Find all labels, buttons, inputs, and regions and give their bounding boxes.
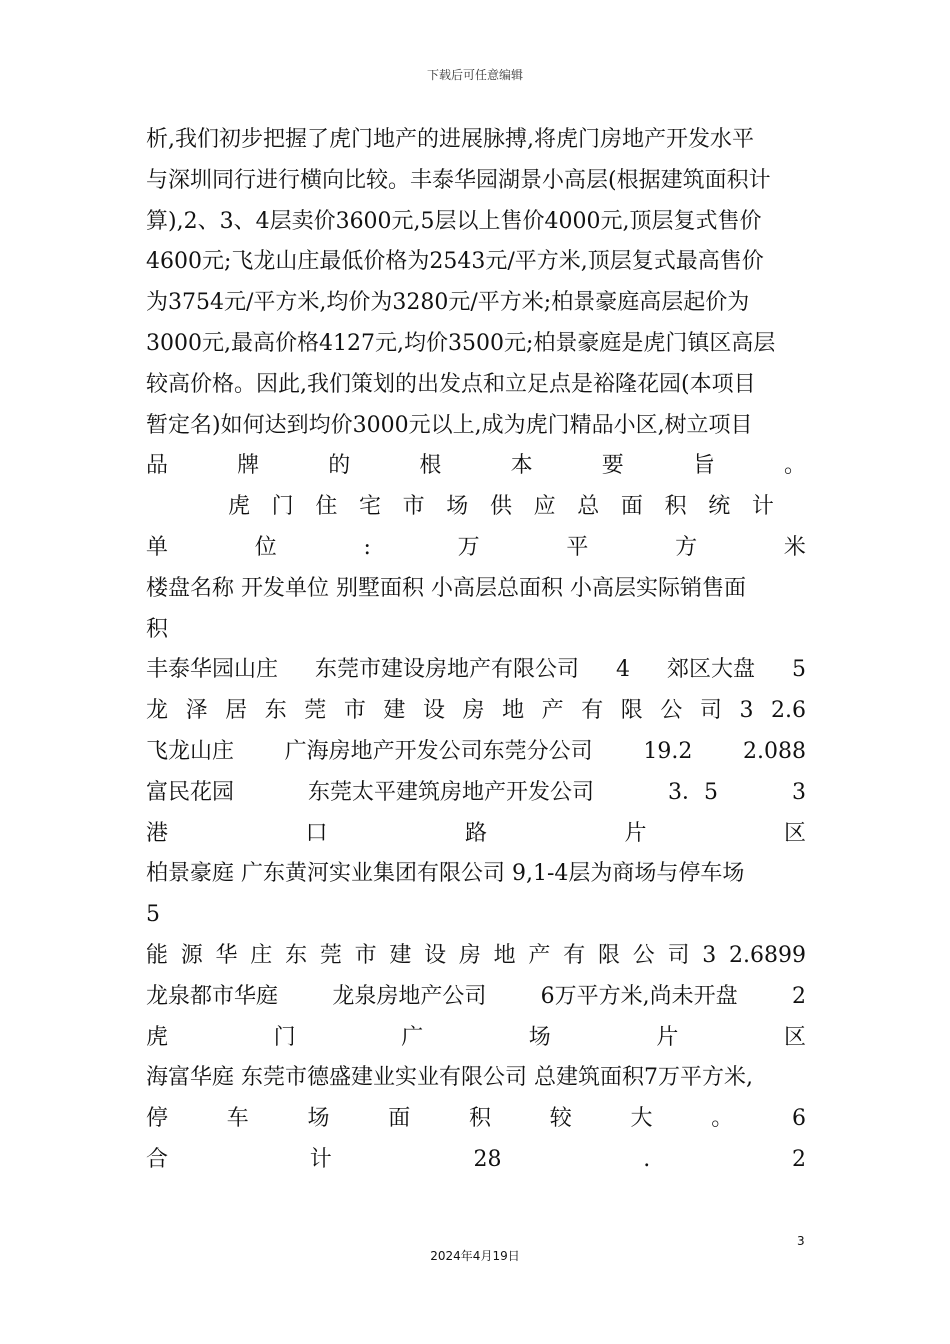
text-segment: 设 bbox=[422, 698, 445, 724]
text-segment: 计 bbox=[751, 494, 774, 520]
text-segment: 积 bbox=[664, 494, 687, 520]
text-segment: 东 bbox=[264, 698, 287, 724]
paragraph-line: 暂定名)如何达到均价3000元以上,成为虎门精品小区,树立项目 bbox=[146, 412, 753, 438]
table-row-wrap: 5 bbox=[146, 902, 160, 928]
table-row bbox=[146, 650, 806, 691]
text-segment: 建 bbox=[383, 698, 406, 724]
text-segment: 计 bbox=[309, 1146, 332, 1172]
text-segment: 飞龙山庄 bbox=[146, 738, 235, 764]
table-row: 柏景豪庭 广东黄河实业集团有限公司 9,1-4层为商场与停车场 bbox=[146, 861, 745, 887]
paragraph-line: 析,我们初步把握了虎门地产的进展脉搏,将虎门房地产开发水平 bbox=[146, 127, 754, 152]
text-segment: 供 bbox=[489, 494, 512, 520]
text-segment: 车 bbox=[226, 1106, 249, 1132]
text-segment: 房 bbox=[462, 698, 485, 724]
text-segment: 广 bbox=[401, 1024, 424, 1050]
text-segment: 3 bbox=[791, 779, 806, 805]
text-segment: 总 bbox=[577, 494, 600, 520]
page-number: 3 bbox=[797, 1234, 805, 1248]
text-segment: 场 bbox=[307, 1106, 330, 1132]
text-segment: 2.6899 bbox=[729, 942, 806, 968]
text-segment: 统 bbox=[708, 494, 731, 520]
text-segment: 4 bbox=[616, 657, 630, 683]
text-segment: 限 bbox=[620, 698, 643, 724]
text-segment: 港 bbox=[146, 820, 169, 846]
text-segment: 富民花园 bbox=[146, 779, 235, 805]
text-segment: 龙泉都市华庭 bbox=[146, 983, 279, 1009]
text-segment: 华 bbox=[215, 942, 238, 968]
table-row-wrap bbox=[146, 1099, 806, 1140]
text-segment: 合 bbox=[146, 1146, 169, 1172]
text-segment: 公 bbox=[632, 942, 655, 968]
text-segment: 东莞太平建筑房地产开发公司 bbox=[308, 779, 595, 805]
text-segment: 停 bbox=[146, 1106, 169, 1132]
text-segment: 积 bbox=[469, 1106, 492, 1132]
text-segment: 市 bbox=[343, 698, 366, 724]
text-segment: 2.6 bbox=[770, 698, 806, 724]
text-segment: 路 bbox=[464, 820, 487, 846]
text-segment: 要 bbox=[601, 453, 624, 479]
text-segment: 位 bbox=[254, 534, 277, 560]
text-segment: 牌 bbox=[237, 453, 260, 479]
text-segment: 场 bbox=[446, 494, 469, 520]
table-header-row: 楼盘名称 开发单位 别墅面积 小高层总面积 小高层实际销售面 bbox=[146, 575, 746, 601]
text-segment: 区 bbox=[783, 1024, 806, 1050]
text-segment: 3 bbox=[702, 942, 717, 968]
text-segment: 门 bbox=[273, 1024, 296, 1050]
text-segment: 6万平方米,尚未开盘 bbox=[540, 983, 738, 1009]
paragraph-line: 算),2、3、4层卖价3600元,5层以上售价4000元,顶层复式售价 bbox=[146, 208, 762, 234]
text-segment: 口 bbox=[305, 820, 328, 846]
page-footer-date: 2024年4月19日 bbox=[430, 1249, 520, 1263]
text-segment: 产 bbox=[541, 698, 564, 724]
text-segment: 片 bbox=[656, 1024, 679, 1050]
text-segment: 地 bbox=[493, 942, 516, 968]
text-segment: : bbox=[363, 534, 371, 560]
text-segment: 本 bbox=[510, 453, 533, 479]
table-row bbox=[146, 732, 806, 773]
text-segment: 片 bbox=[624, 820, 647, 846]
paragraph-line: 3000元,最高价格4127元,均价3500元;柏景豪庭是虎门镇区高层 bbox=[146, 330, 776, 356]
text-segment: 2 bbox=[791, 1146, 806, 1172]
table-row bbox=[146, 773, 806, 814]
text-segment: 莞 bbox=[319, 942, 342, 968]
text-segment: 有 bbox=[581, 698, 604, 724]
unit-line bbox=[146, 528, 806, 569]
table-row bbox=[146, 936, 806, 977]
text-segment: 方 bbox=[675, 534, 698, 560]
text-segment: 门 bbox=[271, 494, 294, 520]
text-segment: 丰泰华园山庄 bbox=[146, 657, 279, 683]
text-segment: 郊区大盘 bbox=[666, 657, 755, 683]
text-segment: 。 bbox=[783, 453, 806, 479]
total-row bbox=[146, 1140, 806, 1181]
text-segment: 建 bbox=[389, 942, 412, 968]
text-segment: 单 bbox=[146, 534, 169, 560]
paragraph-line: 为3754元/平方米,均价为3280元/平方米;柏景豪庭高层起价为 bbox=[146, 290, 750, 316]
section-row bbox=[146, 1018, 806, 1059]
text-segment: 有 bbox=[563, 942, 586, 968]
text-segment: 应 bbox=[533, 494, 556, 520]
text-segment: 面 bbox=[388, 1106, 411, 1132]
text-segment: 品 bbox=[146, 453, 169, 479]
text-segment: 龙 bbox=[146, 698, 169, 724]
text-segment: 3 bbox=[739, 698, 754, 724]
text-segment: 较 bbox=[549, 1106, 572, 1132]
text-segment: 公 bbox=[660, 698, 683, 724]
text-segment: 场 bbox=[528, 1024, 551, 1050]
table-row bbox=[146, 691, 806, 732]
text-segment: 泽 bbox=[185, 698, 208, 724]
text-segment: 设 bbox=[424, 942, 447, 968]
section-row bbox=[146, 814, 806, 855]
page-header: 下载后可任意编辑 bbox=[426, 68, 523, 82]
text-segment: 广海房地产开发公司东莞分公司 bbox=[284, 738, 593, 764]
document-body bbox=[146, 120, 806, 1181]
text-segment: 庄 bbox=[250, 942, 273, 968]
paragraph-line: 4600元;飞龙山庄最低价格为2543元/平方米,顶层复式最高售价 bbox=[146, 249, 764, 275]
text-segment: 能 bbox=[146, 942, 169, 968]
text-segment: 面 bbox=[620, 494, 643, 520]
text-segment: 大 bbox=[630, 1106, 653, 1132]
text-segment: 市 bbox=[402, 494, 425, 520]
table-header-row-wrap: 积 bbox=[146, 616, 169, 642]
text-segment: 米 bbox=[783, 534, 806, 560]
text-segment: 3．5 bbox=[668, 779, 718, 805]
text-segment: 19.2 bbox=[643, 738, 693, 764]
text-segment: 司 bbox=[667, 942, 690, 968]
text-segment: 2 bbox=[791, 983, 806, 1009]
text-segment: 2.088 bbox=[742, 738, 806, 764]
text-segment: 根 bbox=[419, 453, 442, 479]
text-segment: 旨 bbox=[692, 453, 715, 479]
table-row: 海富华庭 东莞市德盛建业实业有限公司 总建筑面积7万平方米, bbox=[146, 1065, 753, 1091]
paragraph-line: 较高价格。因此,我们策划的出发点和立足点是裕隆花园(本项目 bbox=[146, 371, 756, 397]
text-segment: 平 bbox=[566, 534, 589, 560]
text-segment: 源 bbox=[180, 942, 203, 968]
text-segment: 产 bbox=[528, 942, 551, 968]
text-segment: 。 bbox=[711, 1106, 734, 1132]
text-segment: 司 bbox=[699, 698, 722, 724]
text-segment: 限 bbox=[597, 942, 620, 968]
paragraph-line: 与深圳同行进行横向比较。丰泰华园湖景小高层(根据建筑面积计 bbox=[146, 167, 771, 193]
paragraph-last-line bbox=[146, 446, 806, 487]
text-segment: 地 bbox=[502, 698, 525, 724]
text-segment: 市 bbox=[354, 942, 377, 968]
text-segment: 虎 bbox=[228, 494, 251, 520]
text-segment: 东莞市建设房地产有限公司 bbox=[315, 657, 580, 683]
text-segment: 房 bbox=[458, 942, 481, 968]
text-segment: 住 bbox=[315, 494, 338, 520]
text-segment: . bbox=[643, 1146, 651, 1172]
text-segment: 东 bbox=[285, 942, 308, 968]
text-segment: 虎 bbox=[146, 1024, 169, 1050]
text-segment: 6 bbox=[792, 1106, 806, 1132]
text-segment: 的 bbox=[328, 453, 351, 479]
text-segment: 万 bbox=[457, 534, 480, 560]
table-title bbox=[146, 487, 806, 528]
text-segment: 莞 bbox=[304, 698, 327, 724]
text-segment: 28 bbox=[473, 1146, 502, 1172]
text-segment: 居 bbox=[225, 698, 248, 724]
text-segment: 5 bbox=[791, 657, 806, 683]
paragraph bbox=[146, 120, 806, 487]
text-segment: 宅 bbox=[358, 494, 381, 520]
text-segment: 区 bbox=[783, 820, 806, 846]
table-row bbox=[146, 977, 806, 1018]
text-segment: 龙泉房地产公司 bbox=[332, 983, 487, 1009]
